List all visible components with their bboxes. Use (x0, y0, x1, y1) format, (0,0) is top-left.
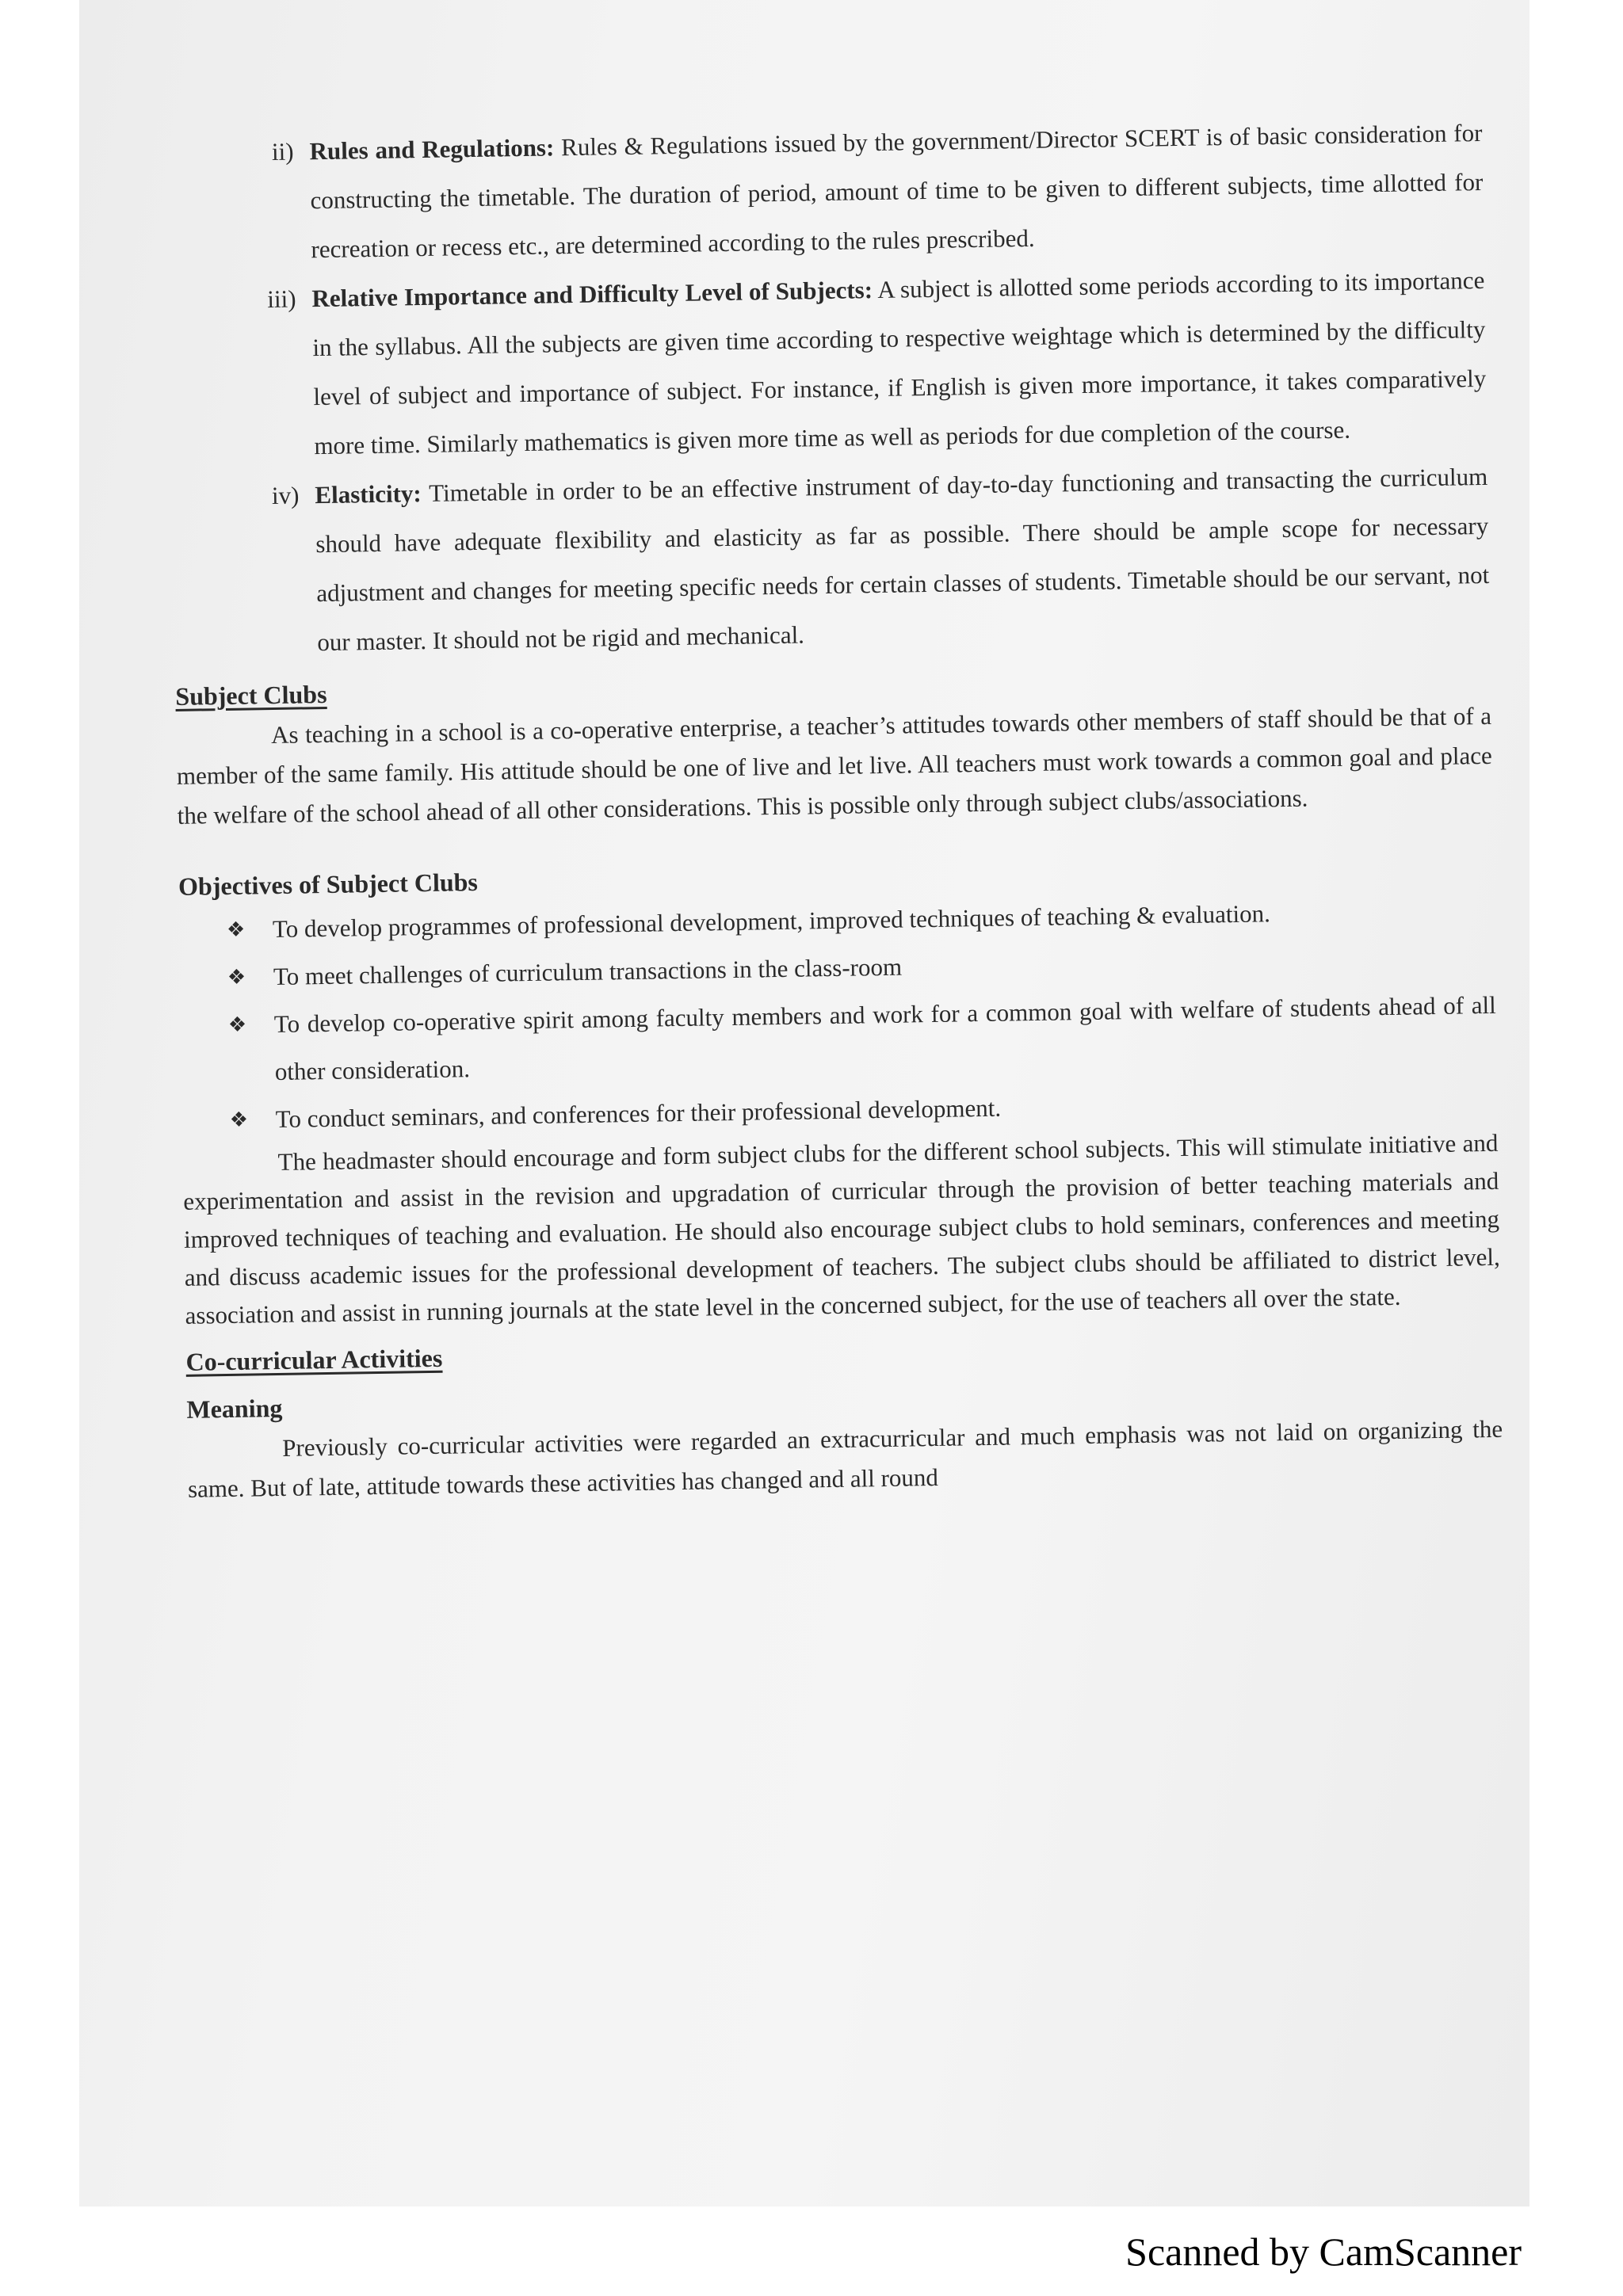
diamond-bullet-icon: ❖ (229, 1108, 249, 1131)
list-term: Elasticity: (315, 479, 422, 509)
page-text (166, 109, 1503, 1509)
list-text: To develop co-operative spirit among faculty members and work for a common goal with welfare of students ahead of all other consideration. (273, 990, 1496, 1086)
objectives-heading: Objectives of Subject Clubs (178, 867, 479, 901)
scanner-watermark: Scanned by CamScanner (1125, 2229, 1522, 2274)
list-text: To meet challenges of curriculum transactions in the class-room (273, 952, 903, 991)
list-text: Rules & Regulations issued by the government/Director SCERT is of basic consideration for constructing the timetable. The duration of period, amount of time to be given to different subjects, time allotted for recreation or recess etc., are determined according to the rules prescribed. (310, 118, 1484, 264)
scanned-page (79, 0, 1529, 2206)
diamond-bullet-icon: ❖ (227, 1013, 247, 1036)
list-marker: ii) (271, 137, 294, 166)
list-term: Rules and Regulations: (309, 133, 555, 166)
principle-relative-importance (224, 256, 1487, 472)
subject-clubs-paragraph: As teaching in a school is a co-operative enterprise, a teacher’s attitudes towards other members of staff should be that of a member of the same family. His attitude should be one of live and let live. All teachers must work towards a common goal and place the welfare of the school ahead of all other considerations. This is possible only through subject clubs/associations. (176, 701, 1492, 830)
list-term: Relative Importance and Difficulty Level of Subjects: (311, 276, 873, 313)
co-curricular-heading: Co-curricular Activities (185, 1343, 443, 1376)
principle-elasticity (227, 452, 1491, 669)
meaning-subheading: Meaning (186, 1393, 283, 1424)
objectives-list (227, 887, 1499, 1144)
headmaster-paragraph: The headmaster should encourage and form subject clubs for the different school subjects. This will stimulate initiative and experimentation and assist in the revision and upgradation of curricular through the provision of better teaching materials and improved techniques of teaching and evaluation. He should also encourage subject clubs to hold seminars, conferences and meeting and discuss academic issues for the professional development of teachers. The subject clubs should be affiliated to district level, association and assist in running journals at the state level in the concerned subject, for the use of teachers all over the state. (183, 1128, 1500, 1329)
meaning-paragraph: Previously co-curricular activities were regarded an extracurricular and much emphasis was not laid on organizing the same. But of late, attitude towards these activities has changed and all round (187, 1414, 1503, 1503)
subject-clubs-heading: Subject Clubs (175, 679, 327, 711)
list-text: A subject is allotted some periods according to its importance in the syllabus. All the subjects are given time according to respective weightage which is determined by the difficulty level of subject and importance of subject. For instance, if English is given more importance, it takes comparatively more time. Similarly mathematics is given more time as well as periods for due completion of the course. (312, 265, 1487, 460)
principle-rules-regulations (222, 109, 1484, 276)
list-text: To develop programmes of professional development, improved techniques of teaching & evaluation. (272, 899, 1271, 944)
list-marker: iv) (271, 481, 300, 510)
diamond-bullet-icon: ❖ (226, 917, 246, 941)
list-text: Timetable in order to be an effective instrument of day-to-day functioning and transacting the curriculum should have adequate flexibility and elasticity as far as possible. There should be ample scope for necessary adjustment and changes for meeting specific needs for certain classes of students. Timetable should be our servant, not our master. It should not be rigid and mechanical. (315, 462, 1490, 657)
list-marker: iii) (267, 284, 296, 314)
diamond-bullet-icon: ❖ (227, 965, 246, 989)
list-text: To conduct seminars, and conferences for their professional development. (275, 1093, 1002, 1134)
